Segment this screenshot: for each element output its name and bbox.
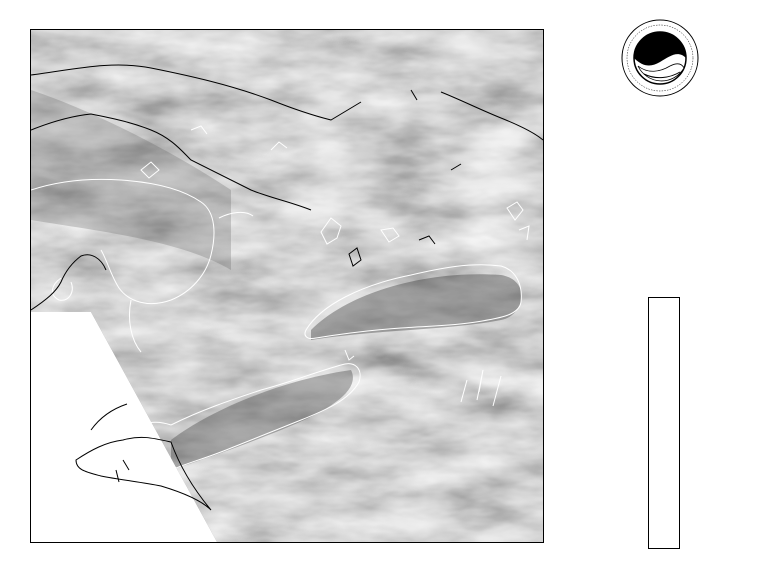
colorbar: [648, 297, 680, 549]
satellite-image: [31, 30, 543, 542]
satellite-map: [30, 29, 544, 543]
noaa-logo: [620, 16, 700, 104]
